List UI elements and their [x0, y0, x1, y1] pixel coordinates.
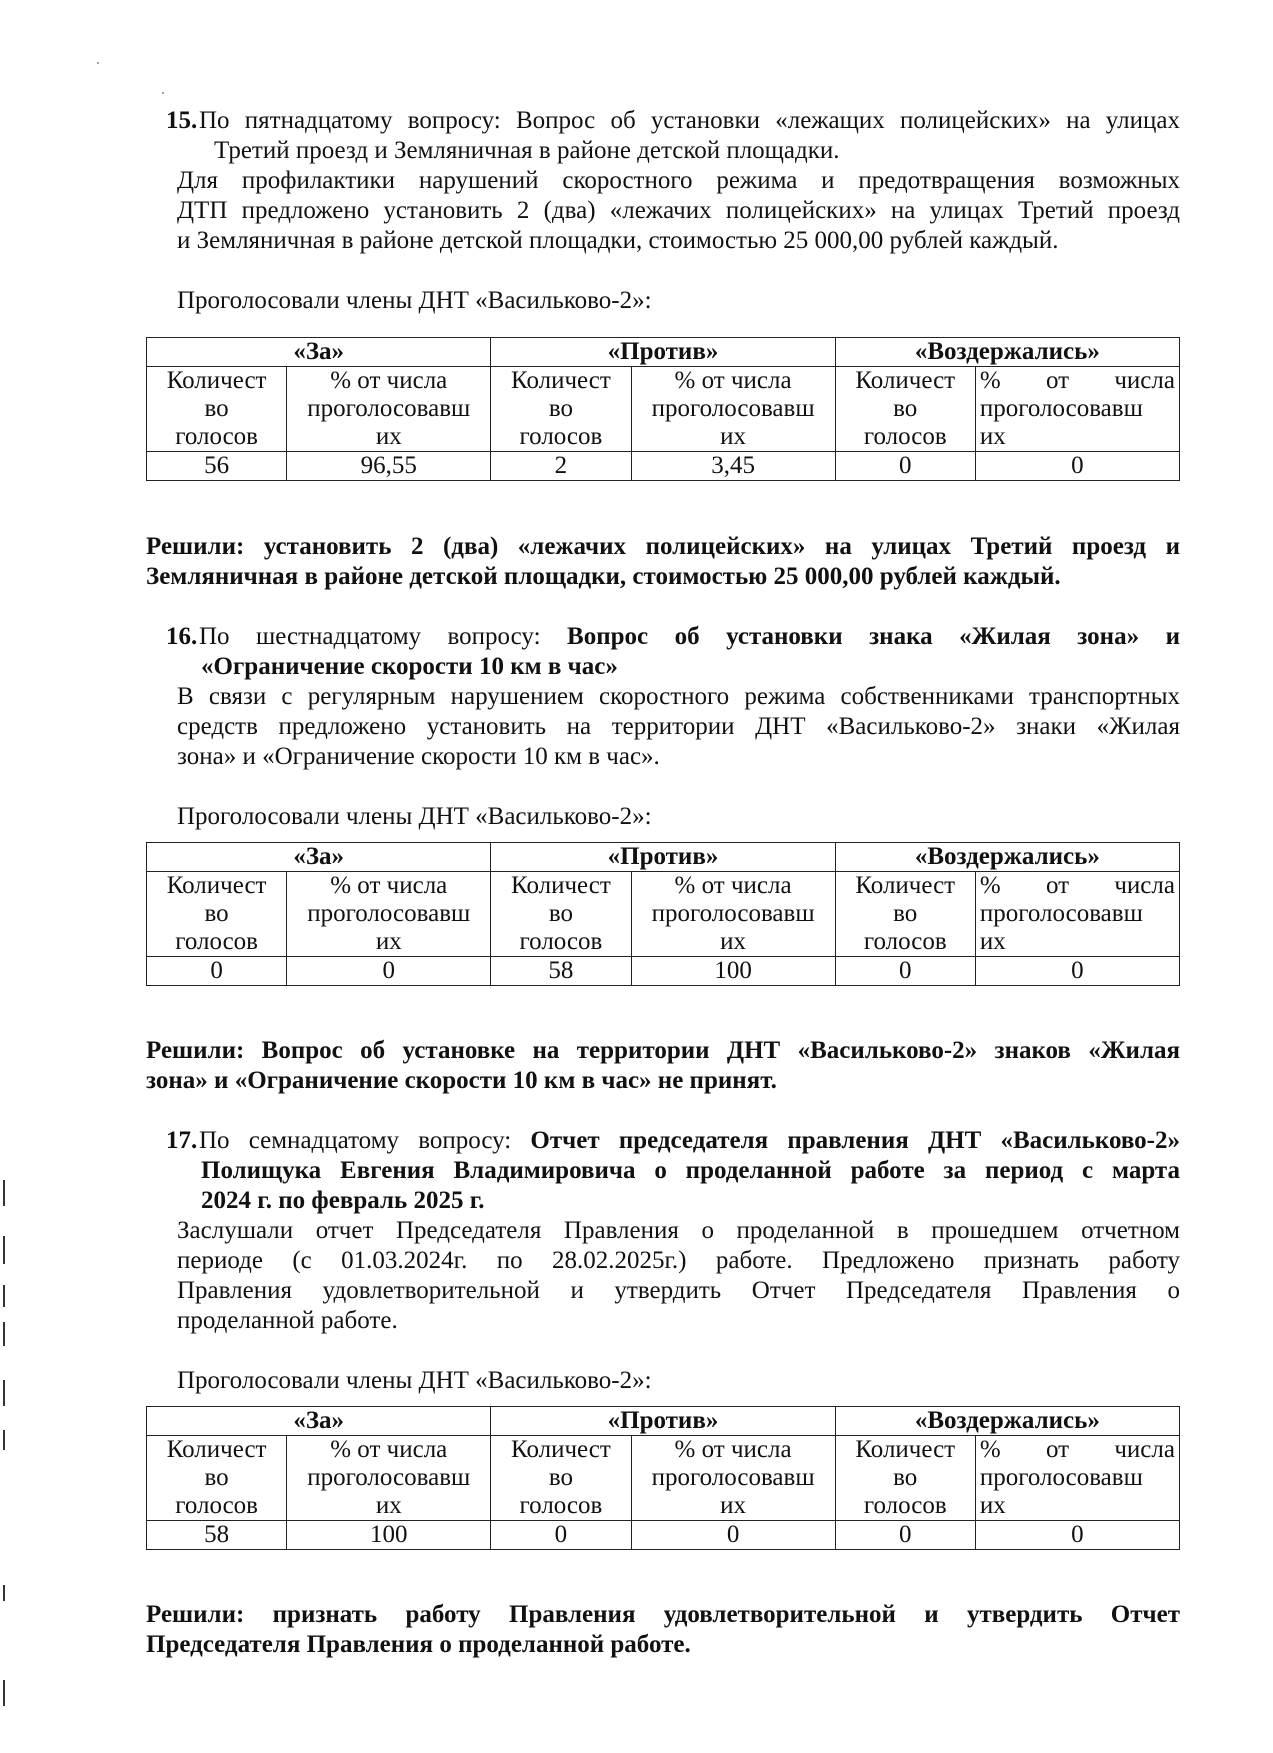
value-protiv-count: 0 [491, 1521, 631, 1550]
subheader-count: Количест во голосов [835, 872, 975, 957]
question-15 [146, 106, 1180, 316]
value-vozderzhalis-percent: 0 [975, 452, 1179, 481]
subheader-percent: % от числа проголосовавш их [975, 367, 1179, 452]
decision-17 [146, 1600, 1180, 1660]
subheader-count: Количест во голосов [835, 1436, 975, 1521]
decision-line: Решили: признать работу Правления удовлетворительной и утвердить Отчет [146, 1601, 1180, 1628]
value-za-percent: 0 [287, 957, 491, 986]
question-paragraph-line: и Земляничная в районе детской площадки, стоимостью 25 000,00 рублей каждый. [177, 227, 1059, 254]
margin-mark [3, 1680, 5, 1706]
voted-caption: Проголосовали члены ДНТ «Васильково-2»: [177, 803, 652, 830]
value-protiv-count: 58 [491, 957, 631, 986]
margin-mark [3, 1180, 5, 1206]
margin-mark [3, 1430, 5, 1450]
votes-table-17 [146, 1406, 1180, 1550]
question-16 [146, 622, 1180, 832]
question-title-cont: Полищука Евгения Владимировича о проделанной работе за период с марта [201, 1157, 1180, 1184]
question-paragraph-line: зона» и «Ограничение скорости 10 км в час». [177, 743, 660, 770]
value-protiv-count: 2 [491, 452, 631, 481]
decision-line: Председателя Правления о проделанной работе. [146, 1631, 691, 1658]
subheader-percent: % от числа проголосовавш их [631, 872, 835, 957]
question-title-cont: 2024 г. по февраль 2025 г. [201, 1187, 485, 1214]
question-paragraph-line: средств предложено установить на территории ДНТ «Васильково-2» знаки «Жилая [177, 713, 1180, 740]
voted-caption: Проголосовали члены ДНТ «Васильково-2»: [177, 287, 652, 314]
subheader-count: Количест во голосов [147, 872, 287, 957]
votes-table-16 [146, 842, 1180, 986]
scan-speck [97, 62, 99, 64]
question-title: Вопрос об установки знака «Жилая зона» и [567, 623, 1180, 650]
header-vozderzhalis: «Воздержались» [835, 1407, 1179, 1436]
question-paragraph-line: Для профилактики нарушений скоростного режима и предотвращения возможных [177, 167, 1180, 194]
question-paragraph-line: В связи с регулярным нарушением скоростного режима собственниками транспортных [177, 683, 1180, 710]
question-paragraph-line: Правления удовлетворительной и утвердить Отчет Председателя Правления о [177, 1277, 1180, 1304]
decision-line: Земляничная в районе детской площадки, стоимостью 25 000,00 рублей каждый. [146, 563, 1061, 590]
margin-mark [3, 1285, 5, 1307]
question-title: Отчет председателя правления ДНТ «Васильково-2» [530, 1127, 1180, 1154]
question-title-cont: «Ограничение скорости 10 км в час» [201, 653, 618, 680]
subheader-count: Количест во голосов [491, 1436, 631, 1521]
subheader-percent: % от числа проголосовавш их [631, 367, 835, 452]
subheader-percent: % от числа проголосовавш их [975, 872, 1179, 957]
margin-mark [3, 1585, 5, 1601]
value-za-percent: 96,55 [287, 452, 491, 481]
margin-mark [3, 1236, 5, 1264]
question-intro: По шестнадцатому вопросу: [199, 623, 568, 650]
question-intro: По семнадцатому вопросу: [199, 1127, 531, 1154]
voted-caption: Проголосовали члены ДНТ «Васильково-2»: [177, 1367, 652, 1394]
decision-line: Решили: Вопрос об установке на территории ДНТ «Васильково-2» знаков «Жилая [146, 1037, 1180, 1064]
subheader-count: Количест во голосов [147, 367, 287, 452]
decision-line: Решили: установить 2 (два) «лежачих полицейских» на улицах Третий проезд и [146, 533, 1180, 560]
header-za: «За» [147, 1407, 491, 1436]
question-number: 16. [166, 623, 198, 650]
subheader-count: Количест во голосов [835, 367, 975, 452]
header-vozderzhalis: «Воздержались» [835, 338, 1179, 367]
header-protiv: «Против» [491, 1407, 835, 1436]
value-protiv-percent: 100 [631, 957, 835, 986]
question-17-heading [146, 1126, 1180, 1216]
value-protiv-percent: 0 [631, 1521, 835, 1550]
decision-16 [146, 1036, 1180, 1096]
subheader-percent: % от числа проголосовавш их [287, 872, 491, 957]
question-number: 15. [166, 107, 198, 134]
question-17 [146, 1126, 1180, 1396]
subheader-percent: % от числа проголосовавш их [975, 1436, 1179, 1521]
question-16-heading [146, 622, 1180, 682]
subheader-count: Количест во голосов [147, 1436, 287, 1521]
decision-line: зона» и «Ограничение скорости 10 км в час» не принят. [146, 1067, 777, 1094]
question-paragraph-line: периоде (с 01.03.2024г. по 28.02.2025г.) работе. Предложено признать работу [177, 1247, 1180, 1274]
value-vozderzhalis-count: 0 [835, 452, 975, 481]
header-vozderzhalis: «Воздержались» [835, 843, 1179, 872]
header-protiv: «Против» [491, 843, 835, 872]
subheader-count: Количест во голосов [491, 872, 631, 957]
question-title-cont: Третий проезд и Земляничная в районе детской площадки. [214, 137, 840, 164]
header-za: «За» [147, 843, 491, 872]
value-protiv-percent: 3,45 [631, 452, 835, 481]
question-intro: По пятнадцатому вопросу: [199, 107, 516, 134]
value-vozderzhalis-count: 0 [835, 1521, 975, 1550]
value-vozderzhalis-percent: 0 [975, 1521, 1179, 1550]
subheader-percent: % от числа проголосовавш их [287, 367, 491, 452]
subheader-count: Количест во голосов [491, 367, 631, 452]
subheader-percent: % от числа проголосовавш их [287, 1436, 491, 1521]
header-za: «За» [147, 338, 491, 367]
question-paragraph-line: ДТП предложено установить 2 (два) «лежачих полицейских» на улицах Третий проезд [177, 197, 1180, 224]
subheader-percent: % от числа проголосовавш их [631, 1436, 835, 1521]
value-za-percent: 100 [287, 1521, 491, 1550]
question-paragraph-line: проделанной работе. [177, 1307, 398, 1334]
question-paragraph-line: Заслушали отчет Председателя Правления о проделанной в прошедшем отчетном [177, 1217, 1180, 1244]
value-za-count: 58 [147, 1521, 287, 1550]
question-number: 17. [166, 1127, 198, 1154]
scan-speck [162, 92, 164, 94]
value-za-count: 56 [147, 452, 287, 481]
margin-mark [3, 1322, 5, 1346]
value-vozderzhalis-percent: 0 [975, 957, 1179, 986]
question-15-heading [146, 106, 1180, 166]
votes-table-15 [146, 337, 1180, 481]
question-title: Вопрос об установки «лежащих полицейских» на улицах [515, 107, 1180, 134]
header-protiv: «Против» [491, 338, 835, 367]
value-vozderzhalis-count: 0 [835, 957, 975, 986]
value-za-count: 0 [147, 957, 287, 986]
margin-mark [3, 1380, 5, 1406]
decision-15 [146, 532, 1180, 592]
